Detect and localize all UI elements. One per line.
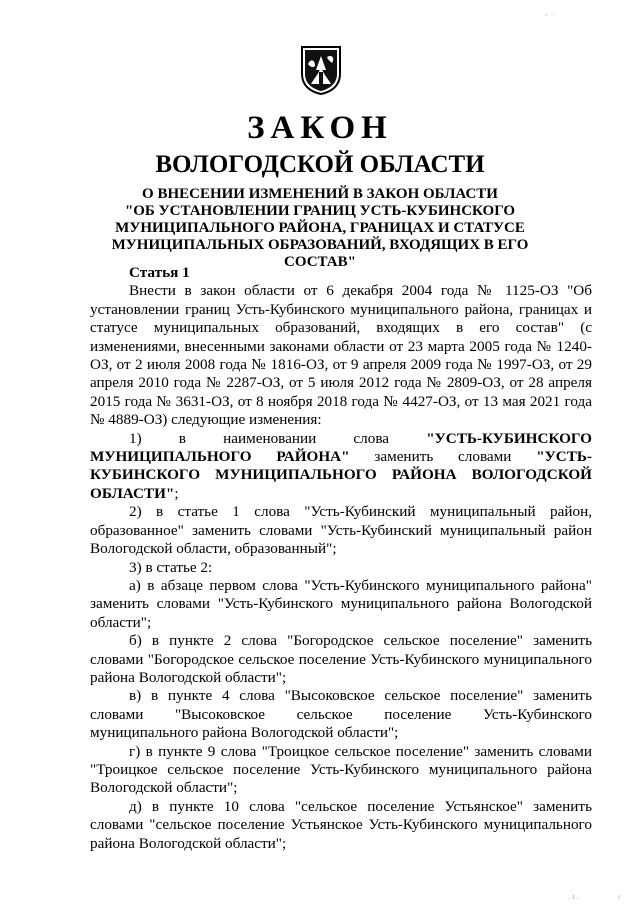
list-item-3: 3) в статье 2: (129, 558, 213, 576)
list-item-3b: б) в пункте 2 слова "Богородское сельское поселение" заменить словами "Богородское сельское поселение Усть-Кубинского муниципального района Вологодской области"; (90, 632, 592, 686)
list-item-3c: в) в пункте 4 слова "Высоковское сельское поселение" заменить словами "Высоковское сельское поселение Усть-Кубинского муниципального района Вологодской области"; (90, 687, 592, 742)
svg-text:ı: ı (618, 893, 620, 900)
scan-mark-icon (568, 892, 632, 900)
subtitle-line: "ОБ УСТАНОВЛЕНИИ ГРАНИЦ УСТЬ-КУБИНСКОГО (124, 203, 516, 219)
item-bold-text: "УСТЬ-КУБИНСКОГО МУНИЦИПАЛЬНОГО РАЙОНА" (90, 429, 592, 466)
vologda-coat-of-arms-icon (299, 44, 343, 96)
item-bold-text: "УСТЬ-КУБИНСКОГО МУНИЦИПАЛЬНОГО РАЙОНА ВОЛОГОДСКОЙ ОБЛАСТИ" (90, 448, 592, 502)
article-intro: Внести в закон области от 6 декабря 2004 года № 1125-ОЗ "Об установлении границ Усть-Кубинского муниципального района, границах и статусе муниципальных образований, входящих в его состав" (с изменениями, внесенными законами области от 23 марта 2005 года № 1240-ОЗ, от 2 июля 2008 года № 1816-ОЗ, от 9 апреля 2009 года № 1997-ОЗ, от 29 апреля 2010 года № 2287-ОЗ, от 5 июля 2012 года № 2809-ОЗ, от 28 апреля 2015 года № 3631-ОЗ, от 8 ноября 2018 года № 4427-ОЗ, от 13 мая 2021 года № 4889-ОЗ) следующие изменения: (90, 282, 592, 429)
item-text: заменить словами (349, 448, 537, 466)
scan-mark-icon (545, 8, 559, 16)
article-title: Статья 1 (129, 264, 190, 281)
law-title: ЗАКОН (247, 110, 393, 146)
list-item-3d: г) в пункте 9 слова "Троицкое сельское поселение" заменить словами "Троицкое сельское поселение Усть-Кубинского муниципального района Вологодской области"; (90, 742, 592, 797)
item-text: 1) в наименовании слова (129, 429, 427, 447)
subtitle-line: МУНИЦИПАЛЬНЫХ ОБРАЗОВАНИЙ, ВХОДЯЩИХ В ЕГО СОСТАВ" (111, 237, 529, 270)
law-body (90, 264, 592, 853)
svg-text:.: . (551, 9, 554, 16)
list-item-3a: а) в абзаце первом слова "Усть-Кубинского муниципального района" заменить словами "Усть-Кубинского муниципального района Вологодской области"; (90, 576, 592, 631)
item-text: ; (174, 484, 179, 502)
region-title: ВОЛОГОДСКОЙ ОБЛАСТИ (155, 151, 485, 178)
svg-text:,: , (545, 9, 548, 16)
subtitle-line: О ВНЕСЕНИИ ИЗМЕНЕНИЙ В ЗАКОН ОБЛАСТИ (142, 186, 498, 202)
list-item-2: 2) в статье 1 слова "Усть-Кубинский муниципальный район, образованное" заменить словами "Усть-Кубинский муниципальный район Вологодской области, образованный"; (90, 503, 592, 558)
svg-text:. ı .: . ı . (568, 893, 579, 900)
list-item-3e: д) в пункте 10 слова "сельское поселение Устьянское" заменить словами "сельское поселение Устьянское Усть-Кубинского муниципального района Вологодской области"; (90, 797, 592, 852)
subtitle-line: МУНИЦИПАЛЬНОГО РАЙОНА, ГРАНИЦАХ И СТАТУСЕ (115, 220, 525, 236)
list-item-1 (90, 430, 592, 504)
law-subtitle (80, 186, 560, 271)
